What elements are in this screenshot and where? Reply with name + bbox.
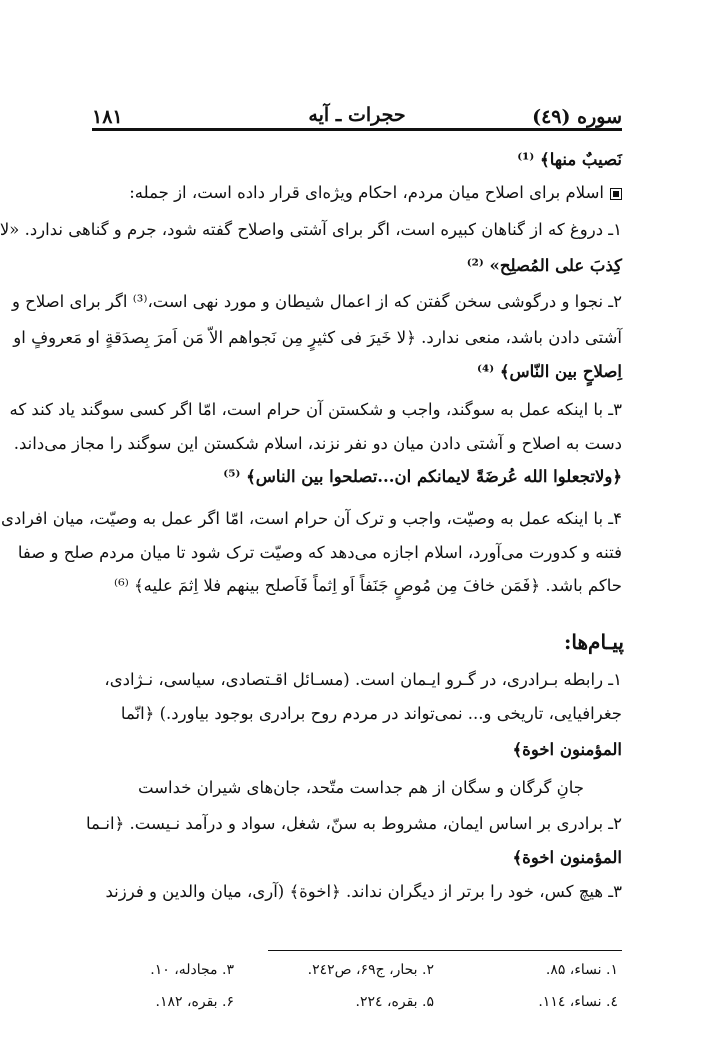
poem-line: جانِ گرگان و سگان از هم جداست متّحد، جان‌های شیران خداست: [137, 778, 584, 797]
text-line: نَصیبٌ منها﴾ ⁽¹⁾: [517, 150, 622, 169]
text-line: فتنه و کدورت می‌آورد، اسلام اجازه می‌دهد که وصیّت ترک شود تا میان مردم صلح و صفا: [17, 543, 622, 562]
text-line: دست به اصلاح و آشتی دادن میان دو نفر نزند، اسلام شکستن این سوگند را مجاز می‌داند.: [13, 434, 622, 453]
footnote: ۲. بحار، ج۶۹، ص۲٤۲.: [307, 962, 434, 978]
text-line: ۱ـ دروغ که از گناهان کبیره است، اگر برای آشتی واصلاح گفته شود، جرم و گناهی ندارد. «لا: [0, 220, 622, 239]
section-title: پیـام‌ها:: [564, 630, 624, 654]
text-line: المؤمنون اخوة﴾: [512, 740, 622, 759]
page-header: [92, 94, 622, 128]
text-line: ﴿ولاتجعلوا الله عُرضَةً لایمانکم ان...تصلحوا بین الناس﴾ ⁽⁵⁾: [223, 467, 622, 486]
footnote: ۱. نساء، ۸۵.: [545, 962, 618, 978]
text-line: ۲ـ نجوا و درگوشی سخن گفتن که از اعمال شیطان و مورد نهی است،⁽³⁾ اگر برای اصلاح و: [11, 292, 622, 311]
footnote: ۳. مجادله، ۱۰.: [150, 962, 234, 978]
page-number: ۱۸۱: [92, 106, 123, 128]
text-line: ۴ـ با اینکه عمل به وصیّت، واجب و ترک آن حرام است، امّا اگر عمل به وصیّت، میان افرادی: [1, 509, 622, 528]
footnote: ٤. نساء، ۱۱٤.: [538, 994, 618, 1010]
footnote: ۶. بقره، ۱۸۲.: [155, 994, 234, 1010]
text-line: ۳ـ هیچ کس، خود را برتر از دیگران نداند. ﴿اخوة﴾ (آری، میان والدین و فرزند: [105, 882, 622, 901]
text-line: حاکم باشد. ﴿فَمَن خافَ مِن مُوصٍ جَنَفاً اَو اِثماً فَاَصلح بینهم فلا اِثمَ علیه﴾ ⁽⁶⁾: [114, 576, 622, 595]
header-rule: [92, 128, 622, 131]
bullet-square-icon: [610, 188, 622, 200]
text-line: کِذبَ علی المُصلِح» ⁽²⁾: [466, 256, 622, 275]
text-line: ۲ـ برادری بر اساس ایمان، مشروط به سنّ، شغل، سواد و درآمد نـیست. ﴿انـما: [86, 814, 622, 833]
text-line: المؤمنون اخوة﴾: [512, 848, 622, 867]
text-line: اسلام برای اصلاح میان مردم، احکام ویژه‌ای قرار داده است، از جمله:: [76, 181, 622, 205]
sura-title: حجرات ـ آیه: [308, 104, 406, 126]
text-line: جغرافیایی، تاریخی و... نمی‌تواند در مردم روح برادری بوجود بیاورد.) ﴿انّما: [120, 704, 622, 723]
footnote: ۵. بقره، ۲۲٤.: [355, 994, 434, 1010]
footnote-rule: [268, 950, 622, 951]
text-line: آشتی دادن باشد، منعی ندارد. ﴿لا خَیرَ فی کثیرٍ مِن نَجواهم الاّ مَن اَمرَ بِصدَقةٍ او مَعروفٍ او: [13, 328, 622, 347]
sura-label: سوره (٤٩): [532, 106, 622, 128]
text-line: ۱ـ رابطه بـرادری، در گـرو ایـمان است. (مسـائل اقـتصادی، سیاسی، نـژادی،: [104, 670, 622, 689]
text-line: اِصلاحٍ بین النّاس﴾ ⁽⁴⁾: [477, 362, 622, 381]
text-line: ۳ـ با اینکه عمل به سوگند، واجب و شکستن آن حرام است، امّا اگر کسی سوگند یاد کند که: [9, 400, 622, 419]
